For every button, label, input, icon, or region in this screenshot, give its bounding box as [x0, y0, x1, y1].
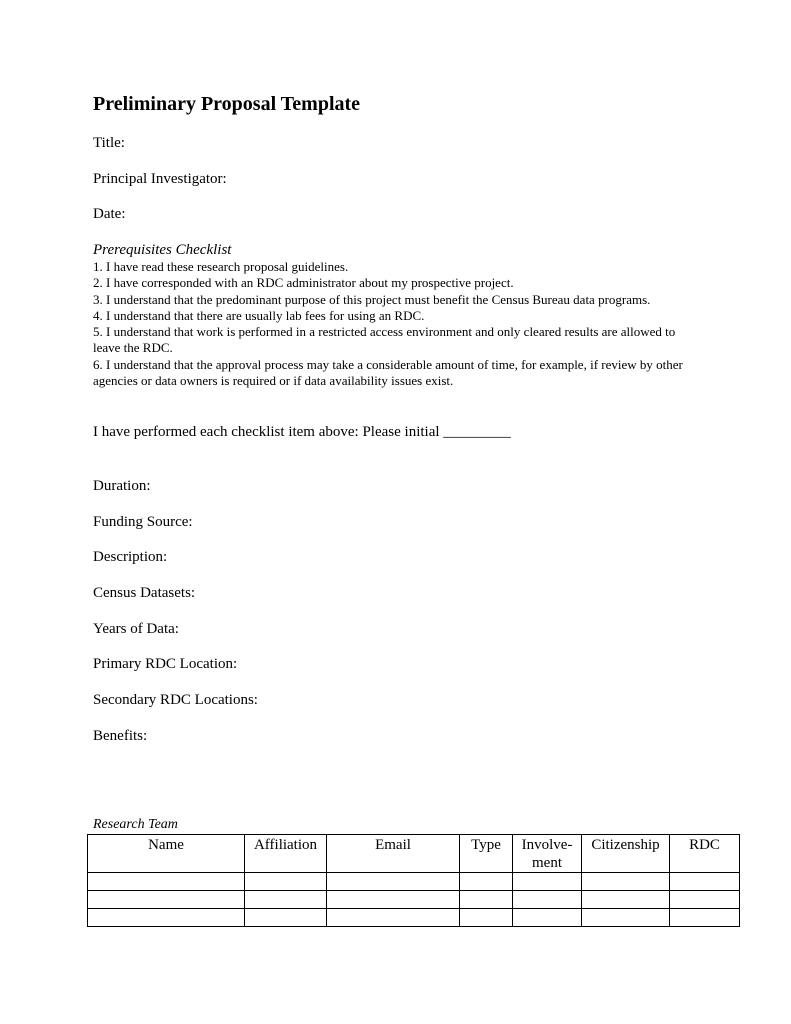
- field-principal-investigator-label: Principal Investigator:: [93, 171, 227, 187]
- field-benefits-label: Benefits:: [93, 728, 148, 744]
- checklist-item: 2. I have corresponded with an RDC administrator about my prospective project.: [93, 275, 514, 291]
- table-cell[interactable]: [460, 909, 513, 927]
- column-header-affiliation: Affiliation: [245, 835, 327, 873]
- column-header-type: Type: [460, 835, 513, 873]
- table-cell[interactable]: [670, 891, 740, 909]
- table-cell[interactable]: [327, 873, 460, 891]
- field-census-datasets-label: Census Datasets:: [93, 585, 196, 601]
- table-row: [88, 909, 740, 927]
- column-header-name: Name: [88, 835, 245, 873]
- table-cell[interactable]: [513, 873, 582, 891]
- table-row: [88, 873, 740, 891]
- table-cell[interactable]: [88, 873, 245, 891]
- page-title: Preliminary Proposal Template: [93, 93, 361, 115]
- research-team-table: [87, 834, 740, 927]
- checklist-item: 3. I understand that the predominant purpose of this project must benefit the Census Bureau data programs.: [93, 291, 651, 307]
- field-secondary-rdc-locations-label: Secondary RDC Locations:: [93, 692, 258, 708]
- initial-line: I have performed each checklist item above: Please initial _________: [93, 424, 511, 440]
- field-primary-rdc-location-label: Primary RDC Location:: [93, 656, 238, 672]
- table-cell[interactable]: [327, 891, 460, 909]
- field-duration-label: Duration:: [93, 478, 151, 494]
- checklist-item: 4. I understand that there are usually lab fees for using an RDC.: [93, 307, 425, 323]
- checklist-item: 1. I have read these research proposal guidelines.: [93, 259, 349, 274]
- prerequisites-checklist: [93, 259, 693, 389]
- research-team-heading: Research Team: [93, 817, 178, 832]
- field-date-label: Date:: [93, 206, 126, 222]
- table-cell[interactable]: [670, 909, 740, 927]
- checklist-item: 6. I understand that the approval process may take a considerable amount of time, for example, if review by other agencies or data owners is required or if data availability issues exist.: [93, 356, 683, 389]
- field-funding-source-label: Funding Source:: [93, 514, 193, 530]
- column-header-email: Email: [327, 835, 460, 873]
- table-cell[interactable]: [88, 909, 245, 927]
- table-row: [88, 891, 740, 909]
- field-title-label: Title:: [93, 135, 125, 151]
- table-cell[interactable]: [582, 909, 670, 927]
- checklist-item: 5. I understand that work is performed in a restricted access environment and only cleared results are allowed to leave the RDC.: [93, 324, 676, 356]
- table-cell[interactable]: [460, 891, 513, 909]
- column-header-citizenship: Citizenship: [582, 835, 670, 873]
- table-cell[interactable]: [513, 891, 582, 909]
- table-cell[interactable]: [245, 873, 327, 891]
- field-years-of-data-label: Years of Data:: [93, 621, 179, 637]
- table-cell[interactable]: [460, 873, 513, 891]
- table-cell[interactable]: [88, 891, 245, 909]
- field-description-label: Description:: [93, 549, 168, 565]
- table-cell[interactable]: [513, 909, 582, 927]
- table-cell[interactable]: [582, 873, 670, 891]
- table-cell[interactable]: [670, 873, 740, 891]
- table-cell[interactable]: [582, 891, 670, 909]
- table-cell[interactable]: [245, 909, 327, 927]
- table-cell[interactable]: [245, 891, 327, 909]
- table-header-row: [88, 835, 740, 873]
- column-header-involvement: Involve- ment: [513, 835, 582, 873]
- column-header-rdc: RDC: [670, 835, 740, 873]
- checklist-heading: Prerequisites Checklist: [93, 242, 232, 258]
- table-cell[interactable]: [327, 909, 460, 927]
